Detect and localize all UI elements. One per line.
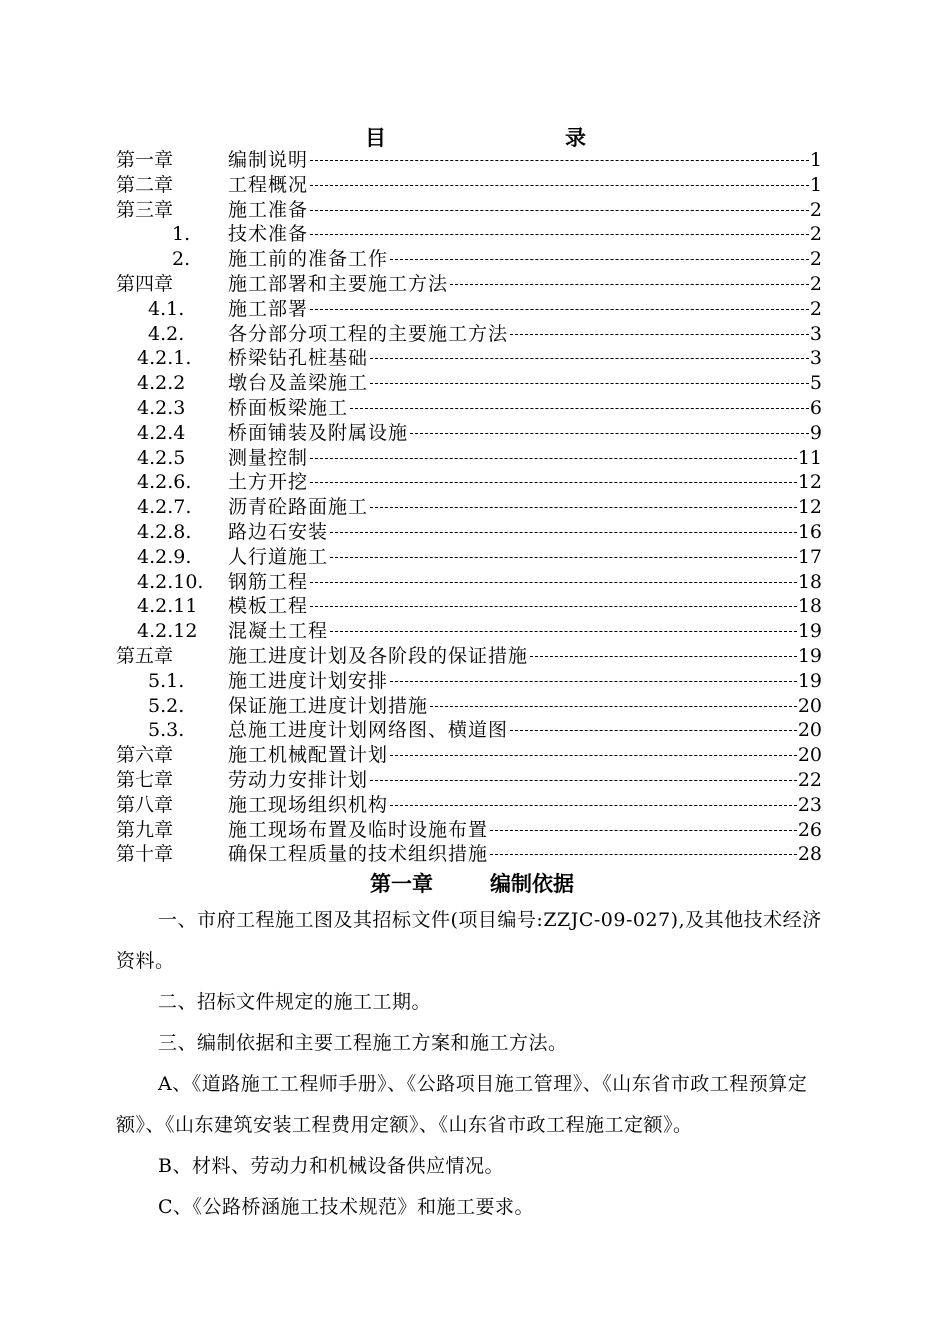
toc-entry-number: 第九章 <box>116 818 174 841</box>
toc-entry-title: 施工现场组织机构 <box>228 793 389 816</box>
toc-entry-page: 23 <box>797 793 822 816</box>
toc-entry-title: 施工机械配置计划 <box>228 744 389 767</box>
toc-entry-number: 4.2.6. <box>137 471 192 494</box>
toc-leader <box>490 854 797 855</box>
toc-entry-number: 4.2.3 <box>137 396 186 419</box>
toc-entry-title: 混凝土工程 <box>228 620 329 643</box>
toc-entry-number: 第二章 <box>116 173 174 196</box>
toc-leader <box>370 780 797 781</box>
toc-entry-page: 18 <box>797 570 822 593</box>
toc-entry-title: 钢筋工程 <box>228 570 309 593</box>
toc-entry-page: 11 <box>797 446 822 469</box>
toc-entry-title: 劳动力安排计划 <box>228 768 369 791</box>
toc-entry[interactable] <box>0 570 950 595</box>
toc-entry-title: 施工前的准备工作 <box>228 248 389 271</box>
toc-entry-title: 各分部分项工程的主要施工方法 <box>228 322 509 345</box>
toc-entry-page: 16 <box>797 520 822 543</box>
toc-entry-page: 28 <box>797 843 822 866</box>
toc-entry-page: 18 <box>797 595 822 618</box>
toc-entry-page: 12 <box>797 471 822 494</box>
toc-leader <box>510 334 809 335</box>
toc-entry[interactable] <box>0 768 950 793</box>
toc-entry-title: 编制说明 <box>228 149 309 171</box>
toc-leader <box>390 681 797 682</box>
toc-entry-page: 19 <box>797 669 822 692</box>
toc-entry[interactable] <box>0 495 950 520</box>
toc-entry-title: 桥面板梁施工 <box>228 396 349 419</box>
toc-entry[interactable] <box>0 198 950 223</box>
toc-entry-page: 22 <box>797 768 822 791</box>
toc-entry-page: 1 <box>809 149 822 171</box>
toc-leader <box>390 259 809 260</box>
toc-entry-title: 人行道施工 <box>228 545 329 568</box>
toc-leader <box>310 309 809 310</box>
toc-entry-page: 2 <box>809 198 822 221</box>
toc-entry[interactable] <box>0 396 950 421</box>
toc-entry-number: 4.2.12 <box>137 620 198 643</box>
toc-entry-page: 9 <box>809 421 822 444</box>
toc-entry-page: 6 <box>809 396 822 419</box>
toc-entry-number: 第一章 <box>116 149 174 171</box>
toc-entry-number: 第七章 <box>116 768 174 791</box>
toc-entry[interactable] <box>0 818 950 843</box>
toc-leader <box>370 507 797 508</box>
toc-entry-page: 1 <box>809 173 822 196</box>
toc-entry[interactable] <box>0 470 950 495</box>
toc-entry-number: 5.2. <box>148 694 185 717</box>
toc-entry[interactable] <box>0 520 950 545</box>
toc-entry-title: 墩台及盖梁施工 <box>228 372 369 395</box>
toc-entry[interactable] <box>0 619 950 644</box>
chapter-heading-number: 第一章 <box>370 872 433 896</box>
toc-leader <box>430 706 797 707</box>
toc-entry[interactable] <box>0 545 950 570</box>
toc-entry-title: 土方开挖 <box>228 471 309 494</box>
toc-entry-number: 4.2.10. <box>137 570 204 593</box>
toc-leader <box>310 234 809 235</box>
body-paragraph: A、《道路施工工程师手册》、《公路项目施工管理》、《山东省市政工程预算定额》、《山东建筑安装工程费用定额》、《山东省市政工程施工定额》。 <box>116 1073 808 1136</box>
toc-entry-number: 第八章 <box>116 793 174 816</box>
toc-entry[interactable] <box>0 594 950 619</box>
toc-entry-title: 施工进度计划及各阶段的保证措施 <box>228 644 529 667</box>
toc-leader <box>530 656 797 657</box>
toc-leader <box>310 582 797 583</box>
toc-entry[interactable] <box>0 346 950 371</box>
toc-title-right: 录 <box>565 126 586 150</box>
toc-entry[interactable] <box>0 297 950 322</box>
toc-entry-title: 桥面铺装及附属设施 <box>228 421 409 444</box>
toc-entry-number: 4.2.1. <box>137 347 192 370</box>
toc-entry[interactable] <box>0 222 950 247</box>
toc-entry-title: 沥青砼路面施工 <box>228 496 369 519</box>
toc-entry[interactable] <box>0 793 950 818</box>
toc-entry-title: 总施工进度计划网络图、横道图 <box>228 719 509 742</box>
toc-entry[interactable] <box>0 694 950 719</box>
toc-entry-number: 4.2.7. <box>137 496 192 519</box>
toc-entry-number: 4.2.2 <box>137 372 186 395</box>
toc-leader <box>510 730 797 731</box>
toc-entry[interactable] <box>0 247 950 272</box>
toc-leader <box>370 358 809 359</box>
toc-entry[interactable] <box>0 842 950 867</box>
toc-entry[interactable] <box>0 743 950 768</box>
toc-entry-page: 5 <box>809 372 822 395</box>
toc-entry-number: 5.3. <box>148 719 185 742</box>
toc-leader <box>330 532 797 533</box>
toc-entry-number: 1. <box>172 223 191 246</box>
body-paragraph: 三、编制依据和主要工程施工方案和施工方法。 <box>158 1032 568 1054</box>
toc-entry-page: 20 <box>797 719 822 742</box>
toc-entry[interactable] <box>0 669 950 694</box>
toc-entry-page: 12 <box>797 496 822 519</box>
body-paragraph: 二、招标文件规定的施工工期。 <box>158 991 432 1013</box>
table-of-contents <box>0 148 950 867</box>
toc-entry-title: 施工准备 <box>228 198 309 221</box>
toc-entry-page: 19 <box>797 620 822 643</box>
toc-entry-title: 施工现场布置及临时设施布置 <box>228 818 489 841</box>
toc-leader <box>410 433 809 434</box>
toc-leader <box>330 631 797 632</box>
toc-entry-number: 第六章 <box>116 744 174 767</box>
toc-entry-number: 4.2.4 <box>137 421 186 444</box>
toc-entry[interactable] <box>0 148 950 173</box>
toc-entry-page: 3 <box>809 347 822 370</box>
toc-entry-page: 2 <box>809 248 822 271</box>
toc-entry-title: 保证施工进度计划措施 <box>228 694 429 717</box>
toc-entry-title: 施工进度计划安排 <box>228 669 389 692</box>
toc-entry-page: 19 <box>797 644 822 667</box>
toc-entry-page: 2 <box>809 297 822 320</box>
toc-entry-title: 路边石安装 <box>228 520 329 543</box>
toc-entry-title: 确保工程质量的技术组织措施 <box>228 843 489 866</box>
toc-leader <box>310 210 809 211</box>
toc-leader <box>370 383 809 384</box>
toc-entry-number: 第三章 <box>116 198 174 221</box>
toc-leader <box>490 830 797 831</box>
toc-entry[interactable] <box>0 322 950 347</box>
body-paragraph: 一、市府工程施工图及其招标文件(项目编号:ZZJC-09-027),及其他技术经济资料。 <box>116 909 822 972</box>
toc-entry[interactable] <box>0 446 950 471</box>
toc-entry-number: 4.2.9. <box>137 545 192 568</box>
chapter-heading <box>0 868 950 900</box>
toc-entry-number: 4.2.8. <box>137 520 192 543</box>
toc-entry-title: 施工部署 <box>228 297 309 320</box>
toc-entry-number: 第十章 <box>116 843 174 866</box>
toc-entry-page: 20 <box>797 744 822 767</box>
toc-entry-number: 第四章 <box>116 272 174 295</box>
toc-entry[interactable] <box>0 421 950 446</box>
toc-leader <box>310 606 797 607</box>
toc-entry-number: 4.1. <box>148 297 185 320</box>
toc-entry[interactable] <box>0 718 950 743</box>
toc-entry-number: 第五章 <box>116 644 174 667</box>
toc-entry[interactable] <box>0 173 950 198</box>
toc-entry-page: 17 <box>797 545 822 568</box>
toc-leader <box>310 185 809 186</box>
toc-title-left: 目 <box>365 126 386 150</box>
toc-entry-number: 4.2.11 <box>137 595 198 618</box>
toc-entry-number: 4.2.5 <box>137 446 186 469</box>
toc-entry-number: 5.1. <box>148 669 185 692</box>
toc-leader <box>330 557 797 558</box>
toc-leader <box>390 755 797 756</box>
toc-entry[interactable] <box>0 644 950 669</box>
chapter-heading-title: 编制依据 <box>490 872 574 896</box>
toc-leader <box>350 408 809 409</box>
toc-leader <box>310 160 809 161</box>
toc-entry-page: 20 <box>797 694 822 717</box>
toc-entry-title: 工程概况 <box>228 173 309 196</box>
body-paragraph: B、材料、劳动力和机械设备供应情况。 <box>158 1155 504 1177</box>
toc-leader <box>310 458 797 459</box>
toc-entry-number: 2. <box>172 248 191 271</box>
toc-entry-page: 2 <box>809 272 822 295</box>
toc-entry-title: 测量控制 <box>228 446 309 469</box>
toc-entry-page: 26 <box>797 818 822 841</box>
toc-entry-number: 4.2. <box>148 322 185 345</box>
toc-leader <box>310 482 797 483</box>
toc-entry-title: 模板工程 <box>228 595 309 618</box>
toc-entry[interactable] <box>0 371 950 396</box>
toc-entry-title: 桥梁钻孔桩基础 <box>228 347 369 370</box>
toc-leader <box>390 805 797 806</box>
toc-entry-title: 施工部署和主要施工方法 <box>228 272 449 295</box>
body-paragraph: C、《公路桥涵施工技术规范》和施工要求。 <box>158 1196 535 1218</box>
toc-entry[interactable] <box>0 272 950 297</box>
toc-leader <box>450 284 809 285</box>
toc-entry-page: 2 <box>809 223 822 246</box>
toc-entry-page: 3 <box>809 322 822 345</box>
toc-entry-title: 技术准备 <box>228 223 309 246</box>
